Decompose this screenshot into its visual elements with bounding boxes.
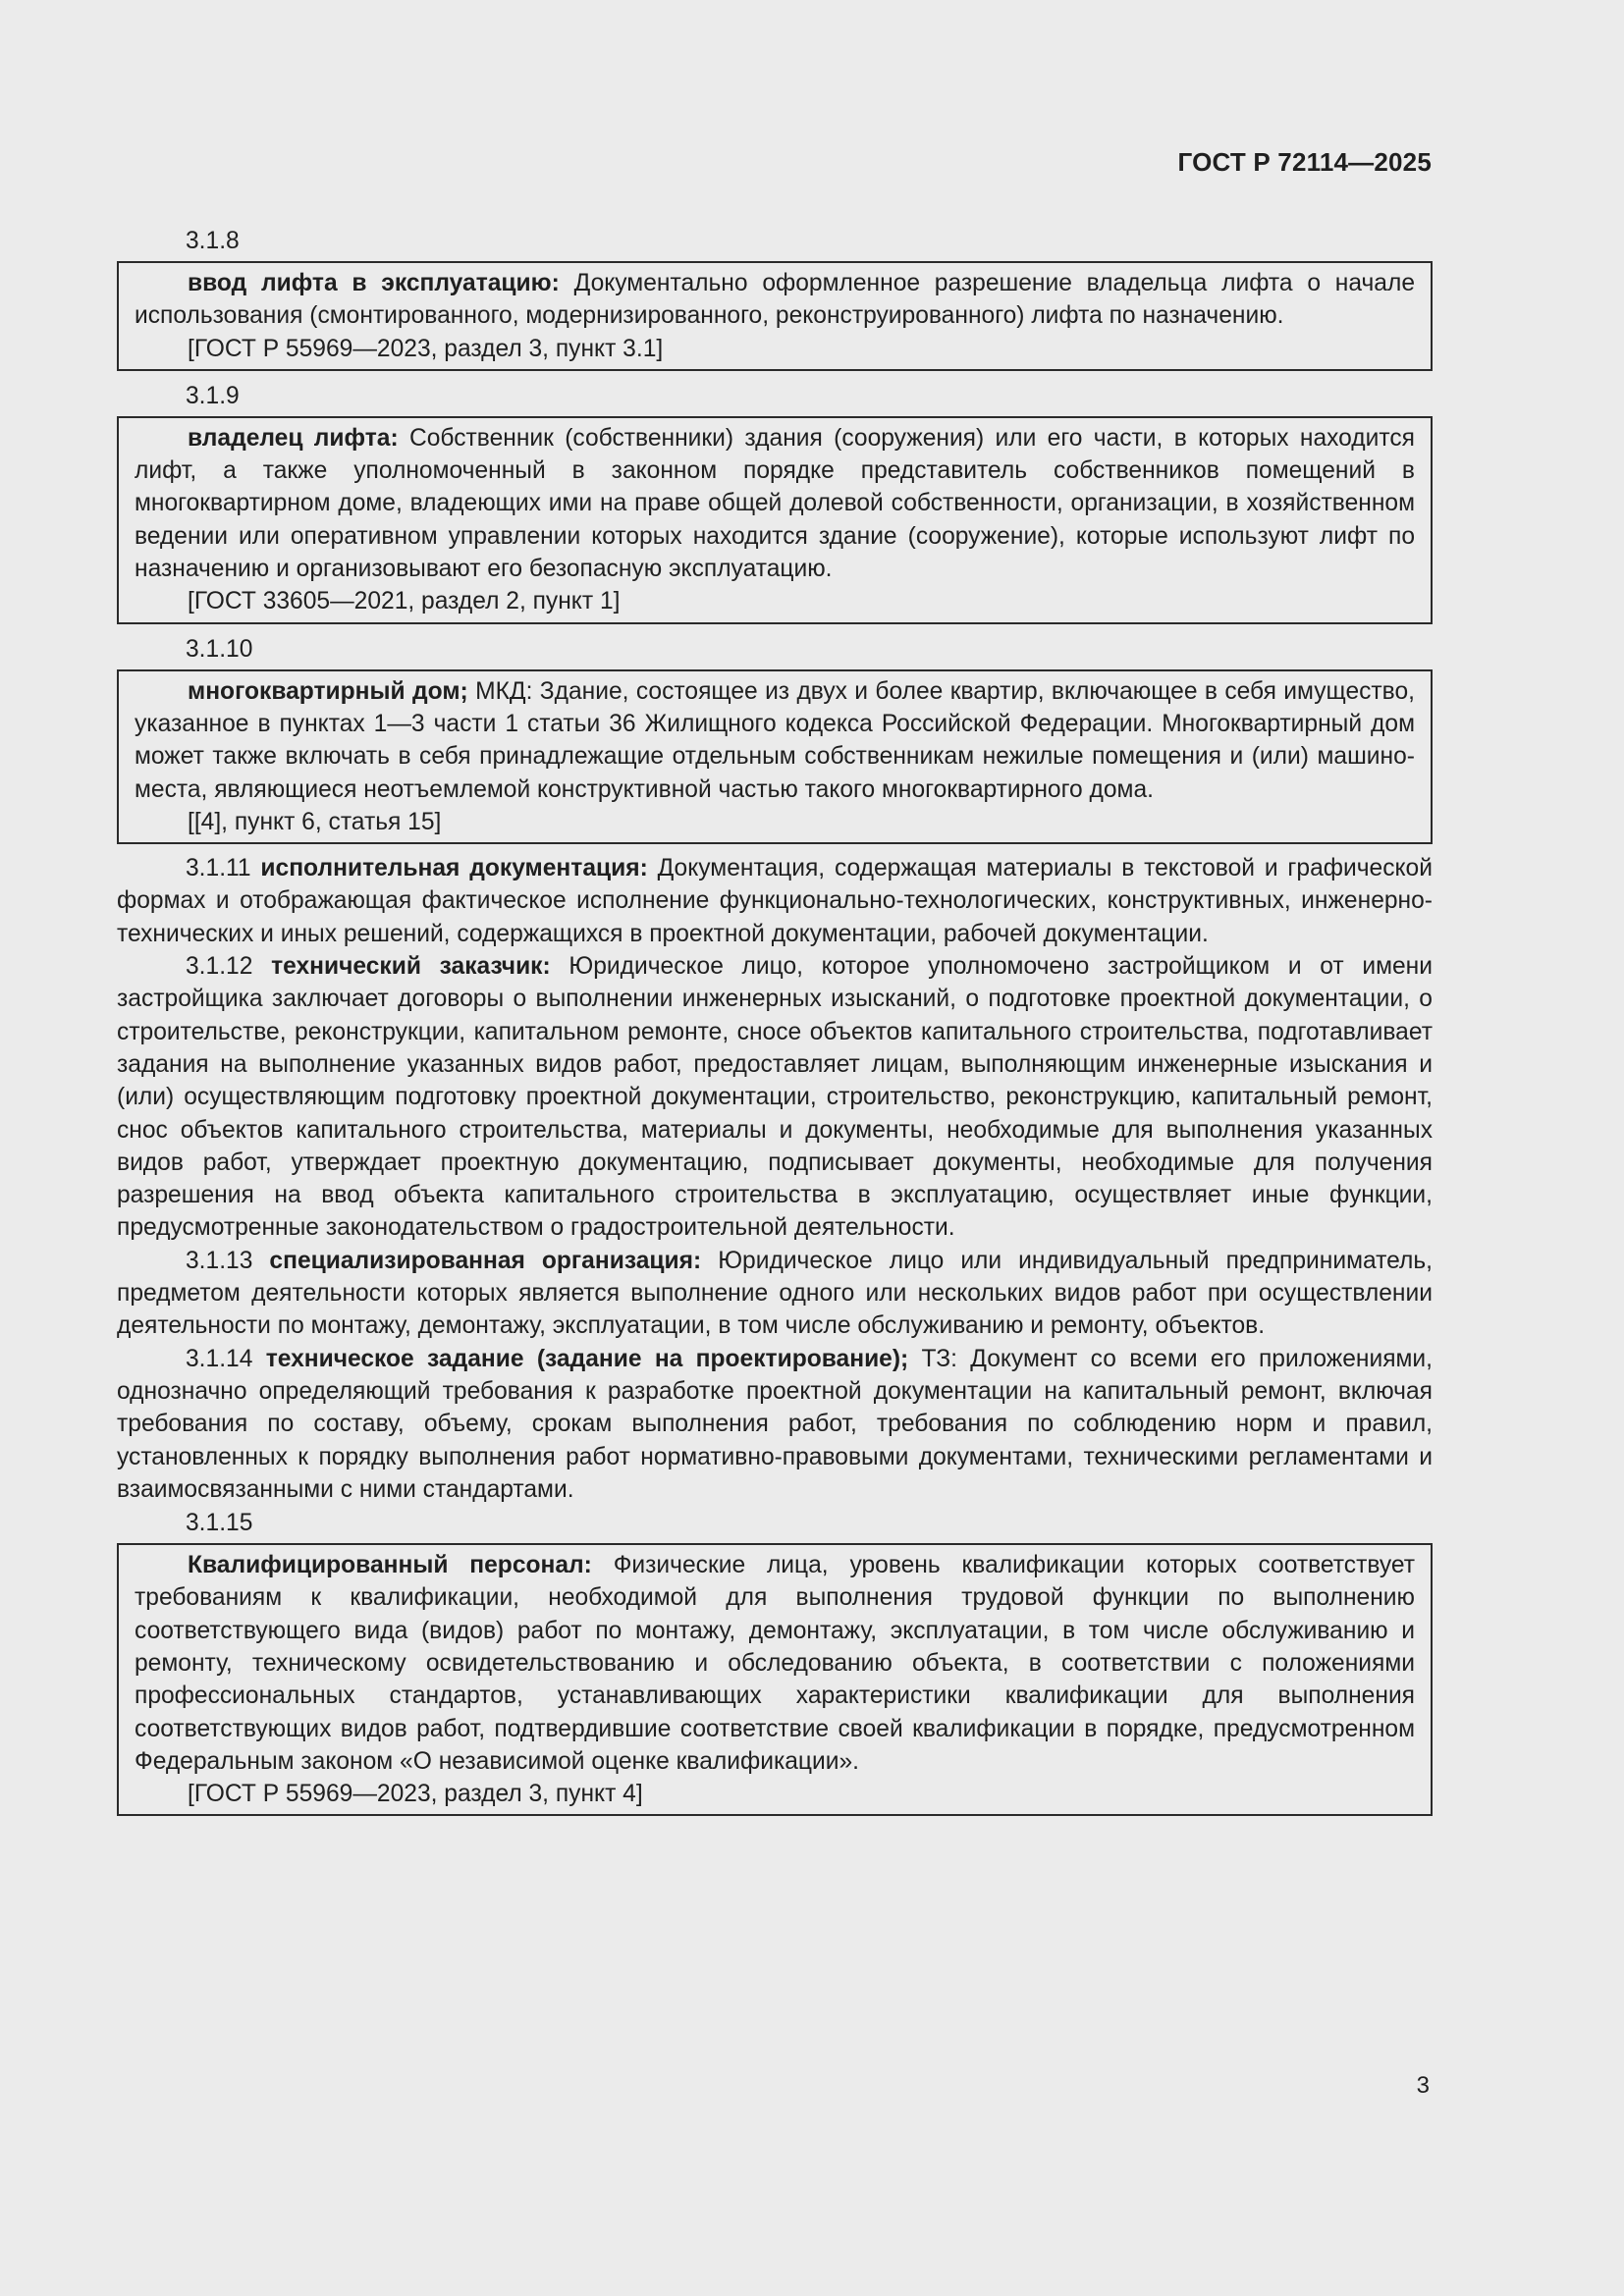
term-definition: Здание, состоящее из двух и более квартир, включающее в себя имущество, указанное в пунктах 1—3 части 1 статьи 36 Жилищного кодекса Российской Федерации. Многоквартирный дом может также включать в себя принадлежащие отдельным собственникам нежилые помещения и (или) машино-места, являющиеся неотъемлемой конструктивной частью такого многоквартирного дома. xyxy=(135,677,1415,803)
term-number: 3.1.14 xyxy=(186,1345,253,1372)
term-definition: Документально оформленное разрешение владельца лифта о начале использования (смонтированного, модернизированного, реконструированного) лифта по назначению. xyxy=(135,270,1415,330)
term-number: 3.1.12 xyxy=(186,953,253,981)
term-definition: Юридическое лицо, которое уполномочено застройщиком и от имени застройщика заключает договоры о выполнении инженерных изысканий, о подготовке проектной документации, о строительстве, реконструкции, капитальном ремонте, сносе объектов капитального строительства, подготавливает задания на выполнение указанных видов работ, предоставляет лицам, выполняющим инженерные изыскания и (или) осуществляющим подготовку проектной документации, строительство, реконструкцию, капитальный ремонт, снос объектов капитального строительства, материалы и документы, необходимые для выполнения указанных видов работ, утверждает проектную документацию, подписывает документы, необходимые для получения разрешения на ввод объекта капитального строительства в эксплуатацию, осуществляет иные функции, предусмотренные законодательством о градостроительной деятельности. xyxy=(117,953,1433,1242)
term-paragraph xyxy=(135,422,1415,585)
term-title: владелец лифта: xyxy=(188,424,399,452)
term-box xyxy=(117,669,1433,844)
term-number: 3.1.8 xyxy=(186,228,240,254)
term-paragraph xyxy=(135,267,1415,333)
page-number: 3 xyxy=(1416,2072,1430,2099)
term-abbreviation: МКД: xyxy=(475,677,533,705)
term-paragraph xyxy=(117,852,1433,950)
term-paragraph xyxy=(135,675,1415,806)
term-definition: Юридическое лицо или индивидуальный предприниматель, предметом деятельности которых является выполнение одного или нескольких видов работ при осуществлении деятельности по монтажу, демонтажу, эксплуатации, в том числе обслуживанию и ремонту, объектов. xyxy=(117,1247,1433,1340)
term-definition: Собственник (собственники) здания (сооружения) или его части, в которых находится лифт, а также уполномоченный в законном порядке представитель собственников помещений в многоквартирном доме, владеющих ими на праве общей долевой собственности, организации, в хозяйственном ведении или оперативном управлении которых находится здание (сооружение), которые используют лифт по назначению и организовывают его безопасную эксплуатацию. xyxy=(135,424,1415,583)
term-definition: Физические лица, уровень квалификации которых соответствует требованиям к квалификации, необходимой для выполнения трудовой функции по выполнению соответствующего вида (видов) работ по монтажу, демонтажу, эксплуатации, в том числе обслуживанию и ремонту, техническому освидетельствованию и обследованию объекта, в соответствии с положениями профессиональных стандартов, устанавливающих характеристики квалификации для выполнения соответствующих видов работ, подтвердившие соответствие своей квалификации в порядке, предусмотренном Федеральным законом «О независимой оценке квалификации». xyxy=(135,1552,1416,1775)
term-number: 3.1.10 xyxy=(186,635,253,663)
document-id-header: ГОСТ Р 72114—2025 xyxy=(1177,147,1432,177)
term-number: 3.1.11 xyxy=(186,855,251,882)
term-number: 3.1.9 xyxy=(186,382,240,409)
term-title: специализированная организация: xyxy=(269,1247,702,1274)
term-number: 3.1.13 xyxy=(186,1247,253,1274)
term-source: [ГОСТ Р 55969—2023, раздел 3, пункт 3.1] xyxy=(188,335,664,362)
term-paragraph xyxy=(117,1343,1433,1506)
term-box xyxy=(117,1543,1433,1816)
term-definition: Документация, содержащая материалы в текстовой и графической формах и отображающая фактическое исполнение функционально-технологических, конструктивных, инженерно-технических и иных решений, содержащихся в проектной документации, рабочей документации. xyxy=(117,855,1433,947)
term-title: ввод лифта в эксплуатацию: xyxy=(188,270,560,296)
term-paragraph xyxy=(117,950,1433,1245)
term-paragraph xyxy=(117,1245,1433,1343)
term-source: [ГОСТ 33605—2021, раздел 2, пункт 1] xyxy=(188,588,621,615)
term-title: Квалифицированный персонал: xyxy=(188,1552,592,1579)
term-definition: Документ со всеми его приложениями, однозначно определяющий требования к разработке проектной документации на капитальный ремонт, включая требования по составу, объему, срокам выполнения работ, требования по соблюдению норм и правил, установленных к порядку выполнения работ нормативно-правовыми документами, техническими регламентами и взаимосвязанными с ними стандартами. xyxy=(117,1345,1433,1503)
term-title: технический заказчик: xyxy=(271,953,551,981)
plain-terms xyxy=(117,852,1433,1506)
term-abbreviation: ТЗ: xyxy=(921,1345,957,1372)
terms-section xyxy=(117,224,1433,1824)
term-title: многоквартирный дом; xyxy=(188,677,468,705)
term-source: [ГОСТ Р 55969—2023, раздел 3, пункт 4] xyxy=(188,1781,643,1808)
term-title: техническое задание (задание на проектирование); xyxy=(265,1345,909,1372)
term-paragraph xyxy=(135,1549,1415,1778)
term-box xyxy=(117,261,1433,371)
term-box xyxy=(117,416,1433,624)
term-title: исполнительная документация: xyxy=(260,855,648,882)
term-source: [[4], пункт 6, статья 15] xyxy=(188,808,442,835)
term-number: 3.1.15 xyxy=(186,1510,253,1537)
